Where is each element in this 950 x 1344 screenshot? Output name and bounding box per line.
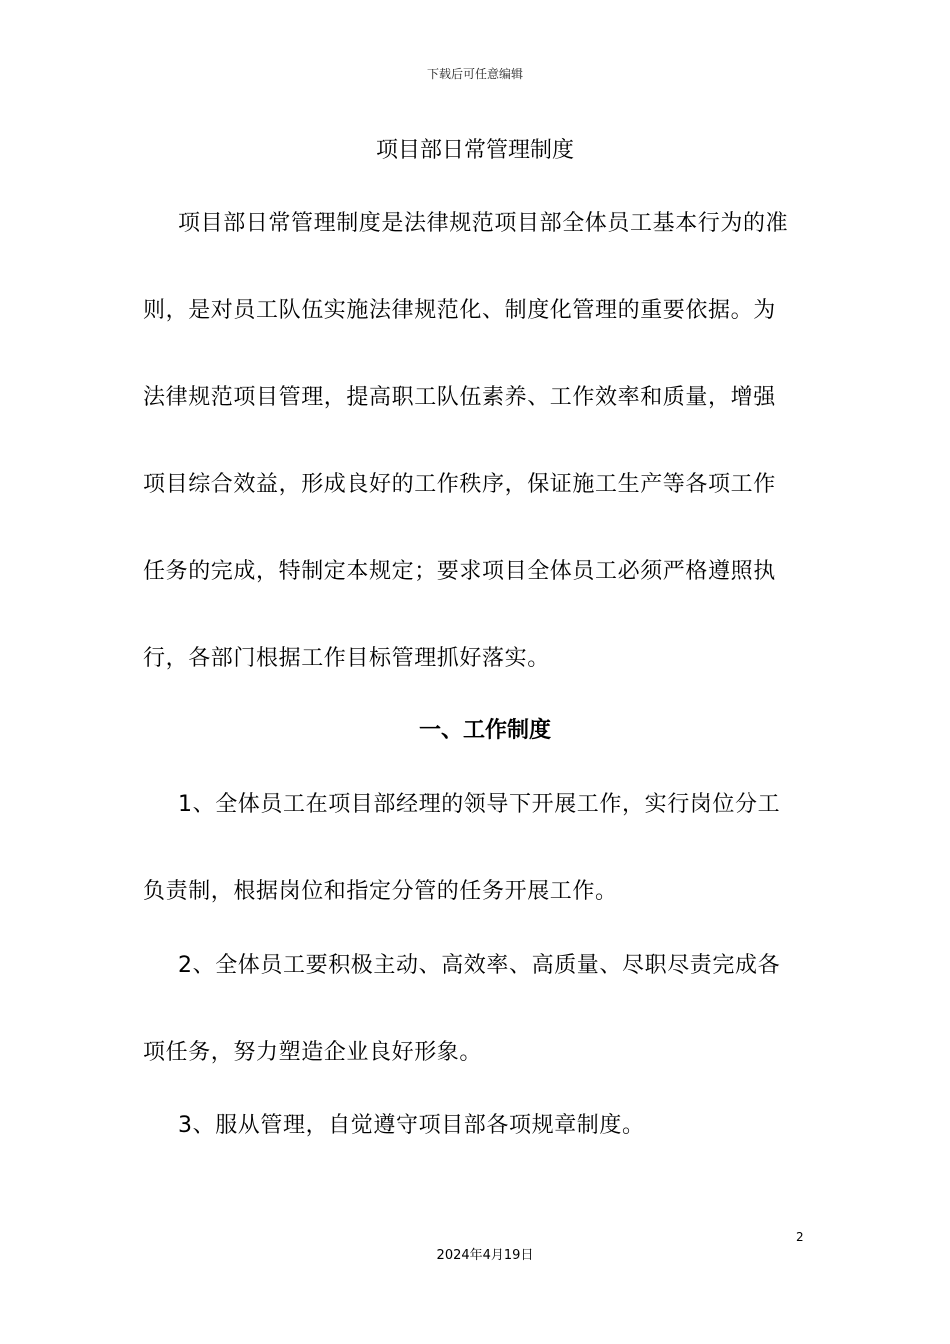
intro-line: 法律规范项目管理，提高职工队伍素养、工作效率和质量，增强 bbox=[143, 385, 776, 410]
section-heading: 一、工作制度 bbox=[418, 718, 551, 743]
intro-line: 行，各部门根据工作目标管理抓好落实。 bbox=[143, 646, 550, 671]
intro-line: 项目部日常管理制度是法律规范项目部全体员工基本行为的准 bbox=[178, 211, 789, 236]
page-number: 2 bbox=[796, 1230, 804, 1244]
intro-line: 任务的完成，特制定本规定；要求项目全体员工必须严格遵照执 bbox=[143, 559, 776, 584]
rule-item-3-line: 3、服从管理，自觉遵守项目部各项规章制度。 bbox=[178, 1113, 645, 1138]
footer-date: 2024年4月19日 bbox=[436, 1248, 534, 1263]
intro-line: 则，是对员工队伍实施法律规范化、制度化管理的重要依据。为 bbox=[143, 298, 776, 323]
rule-item-1-line: 负责制，根据岗位和指定分管的任务开展工作。 bbox=[143, 879, 618, 904]
header-note: 下载后可任意编辑 bbox=[426, 67, 523, 81]
rule-item-2-line: 2、全体员工要积极主动、高效率、高质量、尽职尽责完成各 bbox=[178, 953, 781, 978]
rule-item-2-line: 项任务，努力塑造企业良好形象。 bbox=[143, 1040, 483, 1065]
document-title: 项目部日常管理制度 bbox=[375, 138, 574, 163]
rule-item-1-line: 1、全体员工在项目部经理的领导下开展工作，实行岗位分工 bbox=[178, 792, 781, 817]
intro-line: 项目综合效益，形成良好的工作秩序，保证施工生产等各项工作 bbox=[143, 472, 776, 497]
